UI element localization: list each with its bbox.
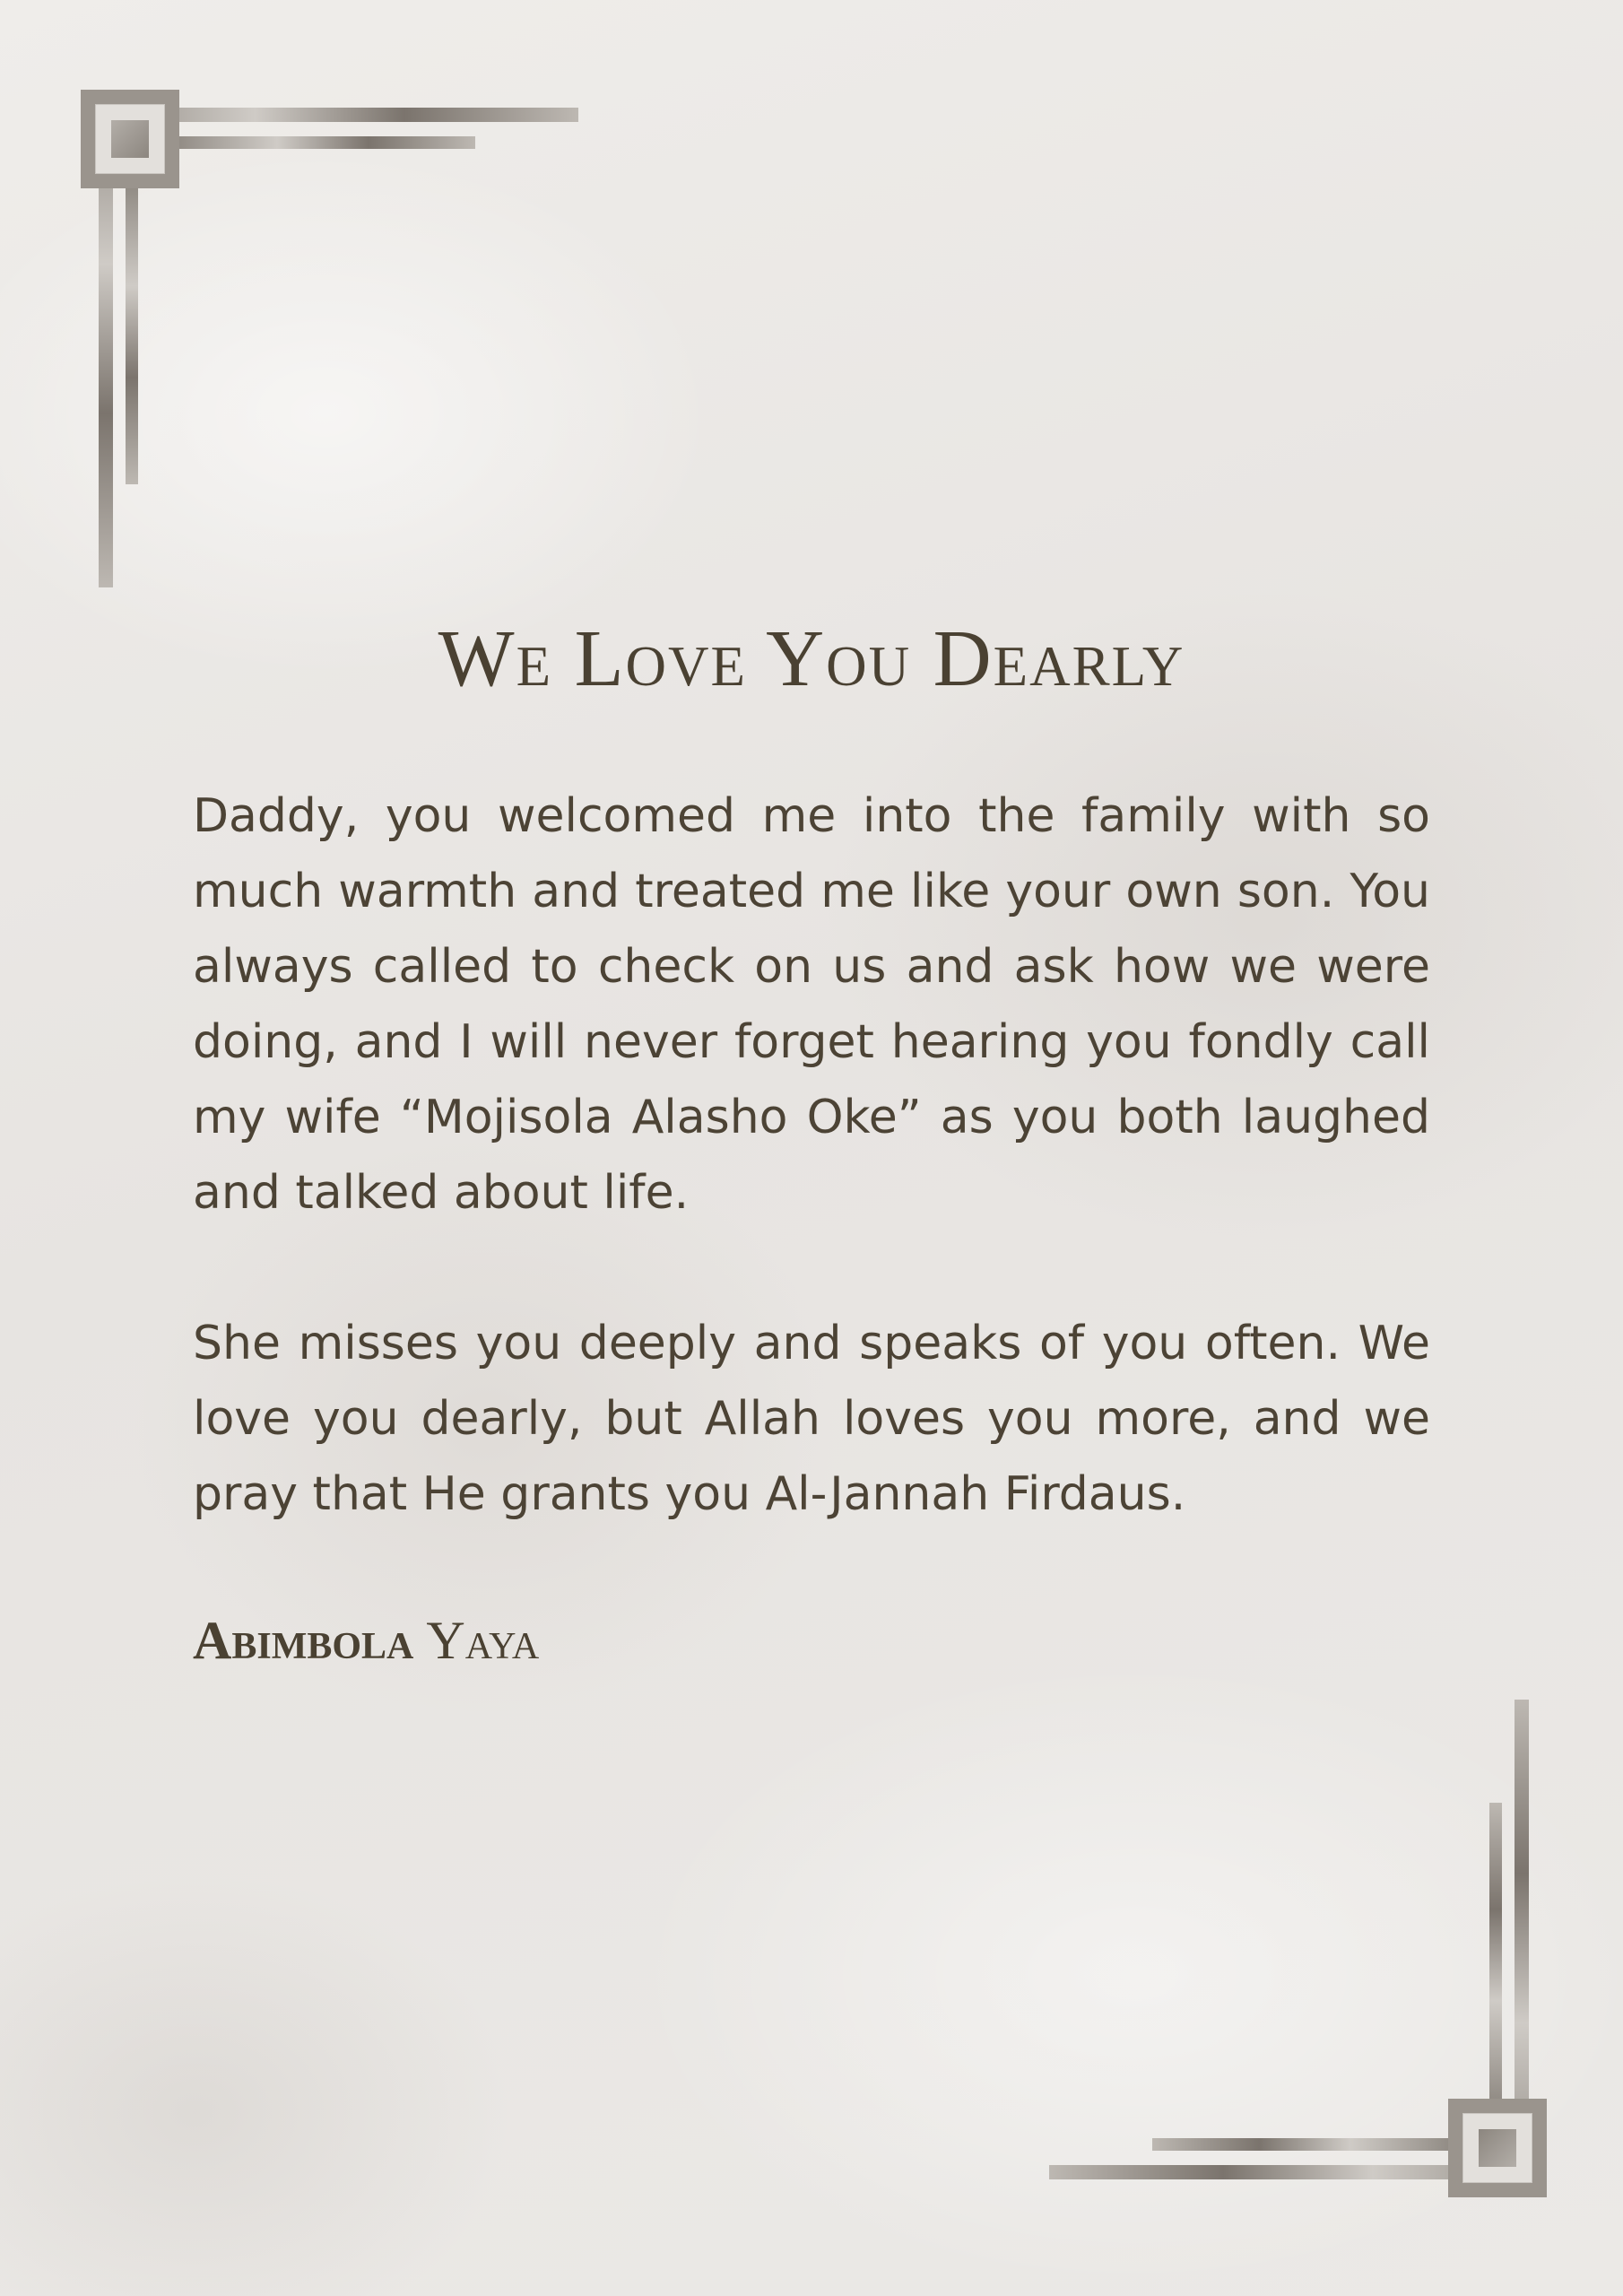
ornament-bar [170,136,475,149]
signature-first-name: Abimbola [193,1611,414,1670]
ornament-square [81,90,179,188]
letter-paragraph: She misses you deeply and speaks of you often. We love you dearly, but Allah loves you more, and we pray that He grants you Al-Jannah Firdaus. [193,1317,1430,1521]
signature [193,1610,539,1672]
page-title: We Love You Dearly [438,614,1185,703]
ornament-bar [126,179,138,484]
letter-body [193,778,1430,1607]
ornament-bar [1152,2138,1457,2151]
corner-ornament-bottom-right [1045,1695,1547,2197]
ornament-bar [1489,1803,1502,2108]
ornament-square [1448,2099,1547,2197]
letter-paragraph: Daddy, you welcomed me into the family with so much warmth and treated me like your own son. You always called to check on us and ask how we were doing, and I will never forget hearing you fondly call my wife “Mojisola Alasho Oke” as you both laughed and talked about life. [193,789,1430,1220]
corner-ornament-top-left [81,90,583,592]
signature-last-name: Yaya [426,1611,540,1670]
